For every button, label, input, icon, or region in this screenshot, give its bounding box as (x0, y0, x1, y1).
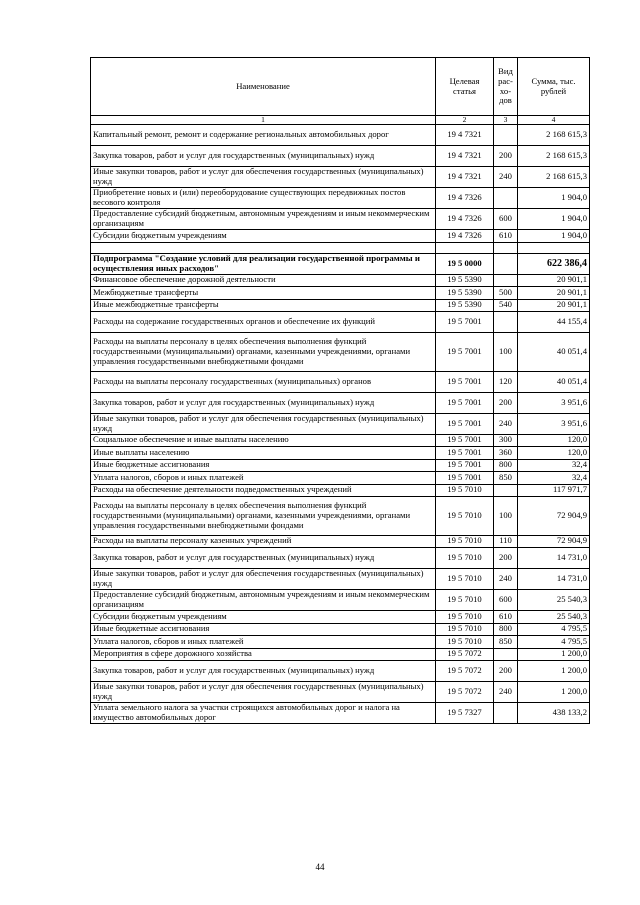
row-name: Предоставление субсидий бюджетным, автономным учреждениям и иным некоммерческим организациям (91, 209, 436, 230)
row-sum: 3 951,6 (518, 392, 590, 413)
blank-row (91, 242, 590, 253)
row-code (436, 242, 494, 253)
row-sum: 1 904,0 (518, 230, 590, 243)
row-kind: 540 (494, 299, 518, 312)
row-name: Уплата налогов, сборов и иных платежей (91, 636, 436, 649)
row-name: Уплата налогов, сборов и иных платежей (91, 472, 436, 485)
row-name: Закупка товаров, работ и услуг для государственных (муниципальных) нужд (91, 146, 436, 167)
table-row (91, 703, 590, 724)
row-kind (494, 125, 518, 146)
row-sum: 20 901,1 (518, 274, 590, 287)
header-kind: Вид рас- хо- дов (494, 58, 518, 116)
row-sum: 622 386,4 (518, 253, 590, 274)
row-sum: 14 731,0 (518, 569, 590, 590)
row-name: Иные выплаты населению (91, 447, 436, 460)
row-sum: 4 795,5 (518, 636, 590, 649)
row-code: 19 5 7010 (436, 623, 494, 636)
row-sum: 32,4 (518, 472, 590, 485)
row-code: 19 4 7321 (436, 146, 494, 167)
table-row (91, 661, 590, 682)
table-row (91, 590, 590, 611)
table-row (91, 569, 590, 590)
column-number: 4 (518, 116, 590, 125)
row-kind: 200 (494, 548, 518, 569)
table-row (91, 209, 590, 230)
budget-table (90, 57, 590, 724)
row-code: 19 4 7321 (436, 167, 494, 188)
row-code: 19 5 7001 (436, 472, 494, 485)
row-name: Закупка товаров, работ и услуг для государственных (муниципальных) нужд (91, 661, 436, 682)
page-number: 44 (315, 862, 325, 872)
table-row (91, 682, 590, 703)
row-code: 19 5 7010 (436, 569, 494, 590)
row-code: 19 5 7001 (436, 312, 494, 333)
row-name: Расходы на выплаты персоналу в целях обеспечения выполнения функций государственными (муниципальными) органами, казенными учреждениями, органами управления государственными внебюджетными фондами (91, 333, 436, 372)
row-kind: 300 (494, 434, 518, 447)
row-code: 19 4 7326 (436, 230, 494, 243)
table-row (91, 648, 590, 661)
row-name: Иные закупки товаров, работ и услуг для обеспечения государственных (муниципальных) нужд (91, 569, 436, 590)
row-code: 19 5 7010 (436, 611, 494, 624)
row-name: Расходы на выплаты персоналу в целях обеспечения выполнения функций государственными (муниципальными) органами, казенными учреждениями, органами управления государственными внебюджетными фондами (91, 497, 436, 536)
row-kind: 800 (494, 459, 518, 472)
row-kind: 610 (494, 230, 518, 243)
table-row (91, 125, 590, 146)
row-sum: 32,4 (518, 459, 590, 472)
row-sum: 2 168 615,3 (518, 167, 590, 188)
row-name: Иные бюджетные ассигнования (91, 623, 436, 636)
row-sum: 20 901,1 (518, 299, 590, 312)
row-name: Расходы на выплаты персоналу казенных учреждений (91, 535, 436, 548)
row-kind: 200 (494, 392, 518, 413)
table-row (91, 312, 590, 333)
row-code: 19 4 7326 (436, 209, 494, 230)
table-row (91, 230, 590, 243)
row-kind: 240 (494, 682, 518, 703)
row-sum: 14 731,0 (518, 548, 590, 569)
row-code: 19 5 0000 (436, 253, 494, 274)
row-name: Межбюджетные трансферты (91, 287, 436, 300)
row-name: Приобретение новых и (или) переоборудование существующих передвижных постов весового контроля (91, 188, 436, 209)
row-name: Расходы на содержание государственных органов и обеспечение их функций (91, 312, 436, 333)
row-kind (494, 253, 518, 274)
row-sum: 3 951,6 (518, 413, 590, 434)
table-row (91, 167, 590, 188)
row-sum (518, 242, 590, 253)
row-code: 19 5 7010 (436, 484, 494, 497)
column-numbers-row (91, 116, 590, 125)
row-kind: 200 (494, 661, 518, 682)
row-kind: 850 (494, 472, 518, 485)
row-name: Расходы на обеспечение деятельности подведомственных учреждений (91, 484, 436, 497)
row-sum: 1 904,0 (518, 209, 590, 230)
row-sum: 1 200,0 (518, 661, 590, 682)
row-kind: 100 (494, 497, 518, 536)
table-row (91, 188, 590, 209)
row-sum: 40 051,4 (518, 333, 590, 372)
table-row (91, 548, 590, 569)
row-sum: 4 795,5 (518, 623, 590, 636)
row-code: 19 4 7326 (436, 188, 494, 209)
row-sum: 25 540,3 (518, 611, 590, 624)
row-code: 19 5 7010 (436, 590, 494, 611)
row-sum: 117 971,7 (518, 484, 590, 497)
row-sum: 2 168 615,3 (518, 146, 590, 167)
table-row (91, 484, 590, 497)
row-name: Уплата земельного налога за участки строящихся автомобильных дорог и налога на имущество автомобильных дорог (91, 703, 436, 724)
row-code: 19 5 5390 (436, 287, 494, 300)
row-code: 19 5 7001 (436, 447, 494, 460)
row-sum: 72 904,9 (518, 535, 590, 548)
row-name: Иные закупки товаров, работ и услуг для обеспечения государственных (муниципальных) нужд (91, 167, 436, 188)
table-row (91, 535, 590, 548)
row-code: 19 5 7010 (436, 497, 494, 536)
row-code: 19 5 7010 (436, 548, 494, 569)
table-header-row (91, 58, 590, 116)
row-name: Расходы на выплаты персоналу государственных (муниципальных) органов (91, 371, 436, 392)
row-name: Иные бюджетные ассигнования (91, 459, 436, 472)
row-name: Подпрограмма "Создание условий для реализации государственной программы и осуществления иных расходов" (91, 253, 436, 274)
row-code: 19 5 5390 (436, 274, 494, 287)
row-kind: 850 (494, 636, 518, 649)
row-kind: 100 (494, 333, 518, 372)
row-name (91, 242, 436, 253)
table-row (91, 287, 590, 300)
row-code: 19 5 7001 (436, 434, 494, 447)
row-name: Иные закупки товаров, работ и услуг для обеспечения государственных (муниципальных) нужд (91, 682, 436, 703)
row-code: 19 4 7321 (436, 125, 494, 146)
table-row (91, 333, 590, 372)
table-row (91, 623, 590, 636)
row-code: 19 5 7001 (436, 459, 494, 472)
row-name: Мероприятия в сфере дорожного хозяйства (91, 648, 436, 661)
row-code: 19 5 7072 (436, 682, 494, 703)
row-kind: 600 (494, 209, 518, 230)
row-sum: 25 540,3 (518, 590, 590, 611)
row-code: 19 5 7072 (436, 648, 494, 661)
row-sum: 2 168 615,3 (518, 125, 590, 146)
table-row (91, 413, 590, 434)
row-sum: 1 904,0 (518, 188, 590, 209)
row-code: 19 5 7001 (436, 371, 494, 392)
column-number: 2 (436, 116, 494, 125)
row-sum: 72 904,9 (518, 497, 590, 536)
table-row (91, 371, 590, 392)
row-kind: 360 (494, 447, 518, 460)
row-name: Закупка товаров, работ и услуг для государственных (муниципальных) нужд (91, 548, 436, 569)
row-kind: 600 (494, 590, 518, 611)
row-kind (494, 703, 518, 724)
row-kind (494, 242, 518, 253)
row-name: Субсидии бюджетным учреждениям (91, 230, 436, 243)
row-code: 19 5 7001 (436, 392, 494, 413)
table-row (91, 392, 590, 413)
column-number: 1 (91, 116, 436, 125)
table-row (91, 636, 590, 649)
row-name: Закупка товаров, работ и услуг для государственных (муниципальных) нужд (91, 392, 436, 413)
row-kind: 500 (494, 287, 518, 300)
row-code: 19 5 7001 (436, 333, 494, 372)
table-row (91, 447, 590, 460)
row-kind (494, 312, 518, 333)
row-code: 19 5 7010 (436, 535, 494, 548)
row-name: Иные закупки товаров, работ и услуг для обеспечения государственных (муниципальных) нужд (91, 413, 436, 434)
table-row (91, 274, 590, 287)
row-kind: 240 (494, 569, 518, 590)
row-kind: 610 (494, 611, 518, 624)
table-row (91, 299, 590, 312)
row-kind: 120 (494, 371, 518, 392)
table-row (91, 497, 590, 536)
row-name: Иные межбюджетные трансферты (91, 299, 436, 312)
subprogram-row (91, 253, 590, 274)
table-row (91, 611, 590, 624)
table-row (91, 459, 590, 472)
row-code: 19 5 7001 (436, 413, 494, 434)
row-sum: 40 051,4 (518, 371, 590, 392)
row-kind: 800 (494, 623, 518, 636)
row-sum: 44 155,4 (518, 312, 590, 333)
row-sum: 1 200,0 (518, 648, 590, 661)
table-row (91, 472, 590, 485)
row-sum: 120,0 (518, 447, 590, 460)
column-number: 3 (494, 116, 518, 125)
row-name: Социальное обеспечение и иные выплаты населению (91, 434, 436, 447)
table-row (91, 434, 590, 447)
table-row (91, 146, 590, 167)
row-kind (494, 484, 518, 497)
row-sum: 1 200,0 (518, 682, 590, 703)
row-kind: 240 (494, 413, 518, 434)
row-sum: 120,0 (518, 434, 590, 447)
row-code: 19 5 7010 (436, 636, 494, 649)
row-name: Субсидии бюджетным учреждениям (91, 611, 436, 624)
row-kind (494, 648, 518, 661)
header-name: Наименование (91, 58, 436, 116)
row-code: 19 5 7072 (436, 661, 494, 682)
row-kind: 110 (494, 535, 518, 548)
row-sum: 20 901,1 (518, 287, 590, 300)
row-name: Финансовое обеспечение дорожной деятельности (91, 274, 436, 287)
row-kind: 240 (494, 167, 518, 188)
row-code: 19 5 5390 (436, 299, 494, 312)
row-kind (494, 274, 518, 287)
row-kind: 200 (494, 146, 518, 167)
row-sum: 438 133,2 (518, 703, 590, 724)
row-name: Капитальный ремонт, ремонт и содержание региональных автомобильных дорог (91, 125, 436, 146)
row-code: 19 5 7327 (436, 703, 494, 724)
header-sum: Сумма, тыс. рублей (518, 58, 590, 116)
header-code: Целевая статья (436, 58, 494, 116)
row-name: Предоставление субсидий бюджетным, автономным учреждениям и иным некоммерческим организациям (91, 590, 436, 611)
row-kind (494, 188, 518, 209)
